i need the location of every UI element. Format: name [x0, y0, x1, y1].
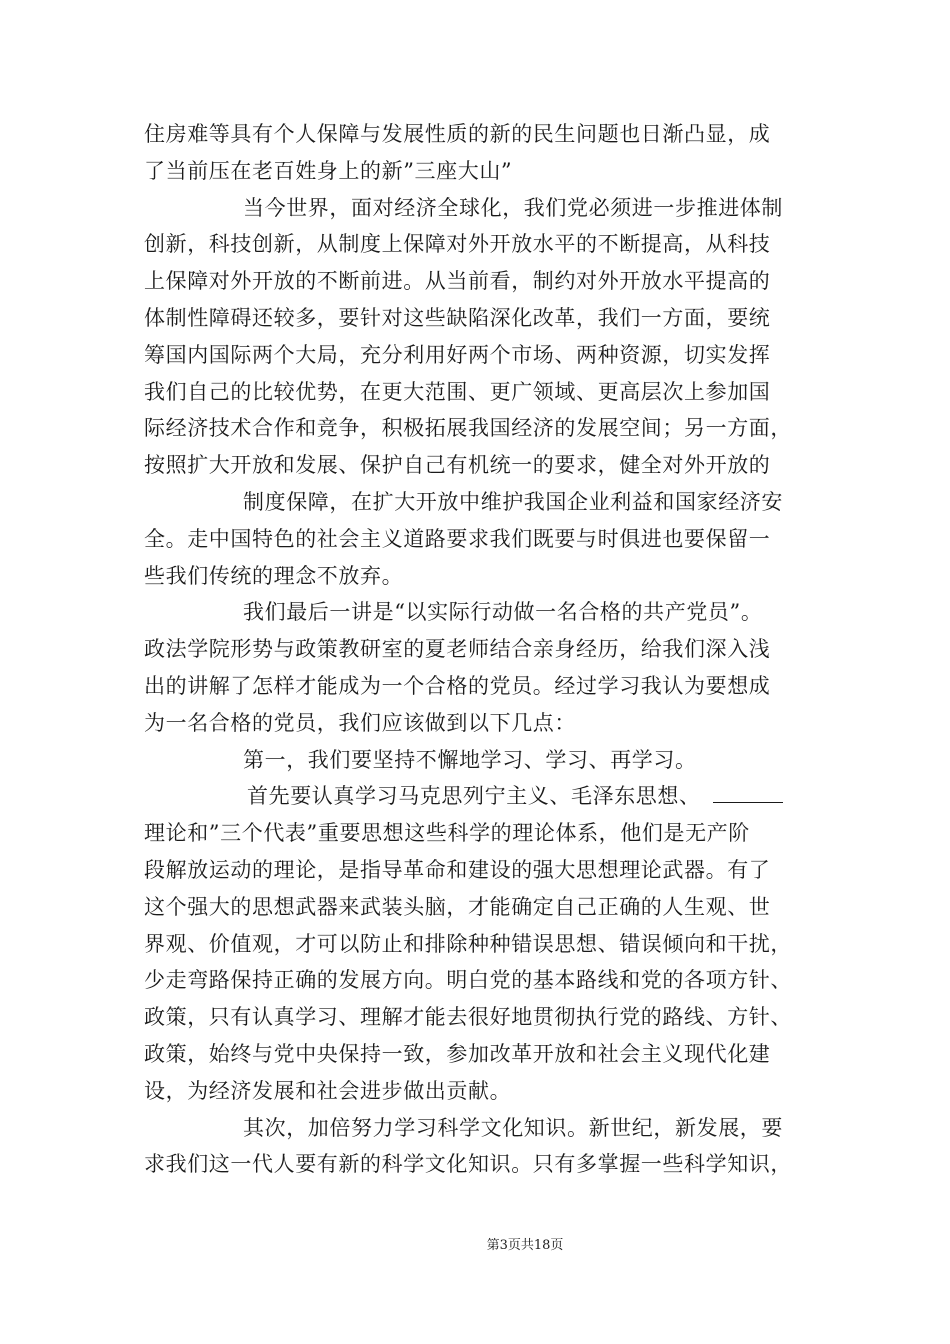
text-line: 为一名合格的党员，我们应该做到以下几点： [144, 710, 576, 735]
fill-in-blank [713, 782, 783, 803]
text-line: 按照扩大开放和发展、保护自己有机统一的要求，健全对外开放的 [144, 453, 771, 478]
text-line: 我们最后一讲是“以实际行动做一名合格的共产党员”。 [243, 600, 763, 625]
text-line: 住房难等具有个人保障与发展性质的新的民生问题也日渐凸显，成 [144, 122, 771, 146]
text-line: 理论和”三个代表”重要思想这些科学的理论体系，他们是无产阶 [144, 821, 750, 846]
text-line: 第一，我们要坚持不懈地学习、学习、再学习。 [243, 747, 697, 772]
text-line: 我们自己的比较优势，在更大范围、更广领域、更高层次上参加国 [144, 379, 771, 404]
text-line: 政策，只有认真学习、理解才能去很好地贯彻执行党的路线、方针、 [144, 1005, 792, 1030]
text-line: 全。走中国特色的社会主义道路要求我们既要与时俱进也要保留一 [144, 526, 771, 551]
text-line: 政法学院形势与政策教研室的夏老师结合亲身经历，给我们深入浅 [144, 637, 771, 662]
text-line: 这个强大的思想武器来武装头脑，才能确定自己正确的人生观、世 [144, 894, 771, 919]
body-text [144, 116, 812, 1183]
text-line: 际经济技术合作和竞争，积极拓展我国经济的发展空间；另一方面， [144, 416, 792, 441]
text-line: 当今世界，面对经济全球化，我们党必须进一步推进体制 [243, 195, 783, 220]
text-line-with-blank [144, 778, 812, 815]
text-segment: 首先要认真学习马克思列宁主义、毛泽东思想、 [247, 784, 701, 809]
page-number: 第3页共18页 [486, 1238, 564, 1253]
text-line: 少走弯路保持正确的发展方向。明白党的基本路线和党的各项方针、 [144, 968, 792, 993]
text-line: 了当前压在老百姓身上的新”三座大山” [144, 158, 513, 183]
text-line: 制度保障，在扩大开放中维护我国企业利益和国家经济安 [243, 489, 783, 514]
text-line: 些我们传统的理念不放弃。 [144, 563, 404, 588]
text-line: 设，为经济发展和社会进步做出贡献。 [144, 1078, 512, 1103]
text-line: 界观、价值观，才可以防止和排除种种错误思想、错误倾向和干扰， [144, 931, 792, 956]
text-line: 求我们这一代人要有新的科学文化知识。只有多掌握一些科学知识， [144, 1152, 792, 1177]
text-line: 上保障对外开放的不断前进。从当前看，制约对外开放水平提高的 [144, 269, 771, 294]
text-line: 筹国内国际两个大局，充分利用好两个市场、两种资源，切实发挥 [144, 342, 771, 367]
page-footer [0, 1234, 950, 1254]
text-line: 政策，始终与党中央保持一致，参加改革开放和社会主义现代化建 [144, 1041, 771, 1066]
text-line: 体制性障碍还较多，要针对这些缺陷深化改革，我们一方面，要统 [144, 305, 771, 330]
text-line: 其次，加倍努力学习科学文化知识。新世纪，新发展，要 [243, 1115, 783, 1140]
text-line: 创新，科技创新，从制度上保障对外开放水平的不断提高，从科技 [144, 232, 771, 257]
text-line: 段解放运动的理论，是指导革命和建设的强大思想理论武器。有了 [144, 857, 771, 882]
text-line: 出的讲解了怎样才能成为一个合格的党员。经过学习我认为要想成 [144, 673, 771, 698]
